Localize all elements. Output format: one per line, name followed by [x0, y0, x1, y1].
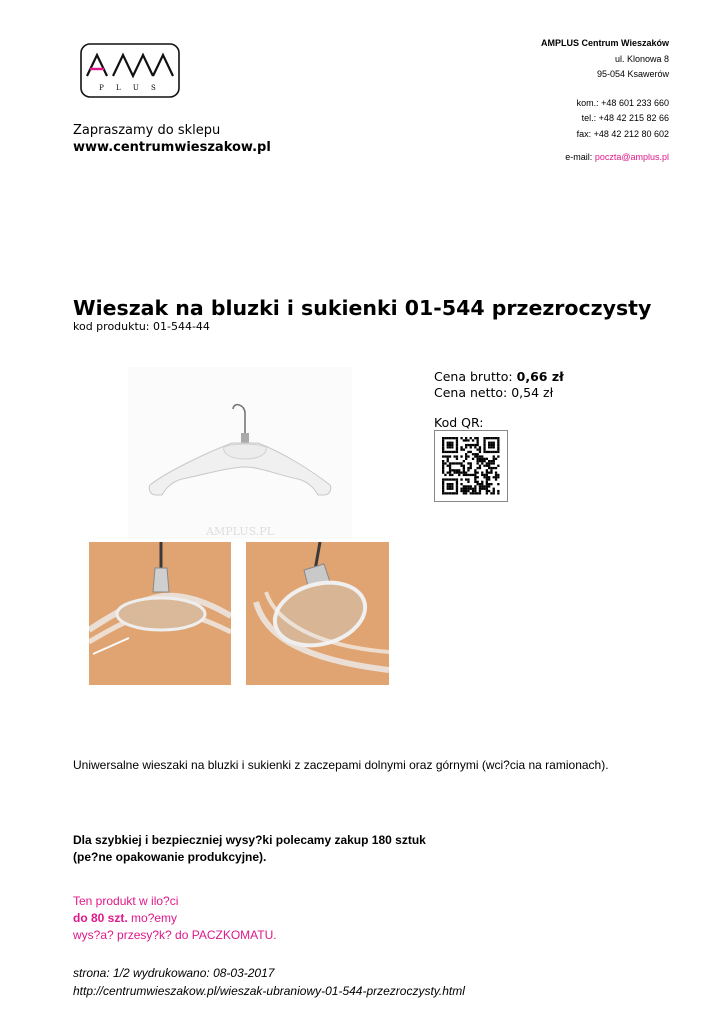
- product-title: Wieszak na bluzki i sukienki 01-544 przezroczysty: [73, 296, 652, 320]
- net-price-line: Cena netto: 0,54 zł: [434, 385, 554, 400]
- product-description: Uniwersalne wieszaki na bluzki i sukienki z zaczepami dolnymi oraz górnymi (wci?cia na ramionach).: [73, 758, 609, 772]
- pink-line-2: [73, 910, 277, 927]
- company-fax: fax: +48 42 212 80 602: [576, 128, 669, 139]
- email-link[interactable]: poczta@amplus.pl: [594, 152, 669, 162]
- company-phone: tel.: +48 42 215 82 66: [581, 113, 669, 123]
- company-email-line: [541, 150, 669, 166]
- company-name: AMPLUS Centrum Wieszaków: [541, 38, 669, 48]
- website-link[interactable]: www.centrumwieszakow.pl: [73, 140, 271, 155]
- product-code: kod produktu: 01-544-44: [73, 320, 210, 333]
- footer-url[interactable]: http://centrumwieszakow.pl/wieszak-ubraniowy-01-544-przezroczysty.html: [73, 984, 465, 998]
- gross-price-label: Cena brutto:: [434, 369, 513, 384]
- company-info: [541, 36, 669, 166]
- company-mobile: kom.: +48 601 233 660: [576, 97, 669, 108]
- promo-line-2: (pe?ne opakowanie produkcyjne).: [73, 850, 267, 864]
- parcel-locker-info: [73, 893, 277, 944]
- logo-plus-text: P L U S: [99, 84, 161, 92]
- promo-line-1: Dla szybkiej i bezpieczniej wysy?ki polecamy zakup 180 sztuk: [73, 833, 426, 847]
- product-photo-closeup-2: [246, 542, 389, 685]
- email-label: e-mail:: [565, 152, 593, 162]
- pink-line-2-rest: mo?emy: [127, 911, 178, 925]
- company-street: ul. Klonowa 8: [614, 53, 669, 64]
- price-block: [434, 369, 564, 401]
- footer-page-info: strona: 1/2 wydrukowano: 08-03-2017: [73, 966, 275, 980]
- pink-line-1: Ten produkt w ilo?ci: [73, 894, 179, 908]
- product-photo-closeup-1: [89, 542, 231, 685]
- gross-price-line: [434, 369, 564, 385]
- amplus-logo: [80, 43, 180, 98]
- qr-label: Kod QR:: [434, 415, 484, 430]
- intro-text: Zapraszamy do sklepu: [73, 123, 221, 138]
- shop-intro: [73, 122, 271, 156]
- qr-code-image: [435, 431, 507, 501]
- pink-line-3: wys?a? przesy?k? do PACZKOMATU.: [73, 928, 277, 942]
- company-city: 95-054 Ksawerów: [596, 69, 669, 79]
- product-main-image: [128, 367, 352, 539]
- qr-code: [434, 430, 508, 502]
- image-watermark: AMPLUS.PL: [206, 525, 274, 538]
- shipping-recommendation: [73, 832, 426, 866]
- gross-price-value: 0,66 zł: [516, 369, 564, 384]
- pink-quantity: do 80 szt.: [73, 911, 128, 925]
- page-footer: [73, 964, 465, 1000]
